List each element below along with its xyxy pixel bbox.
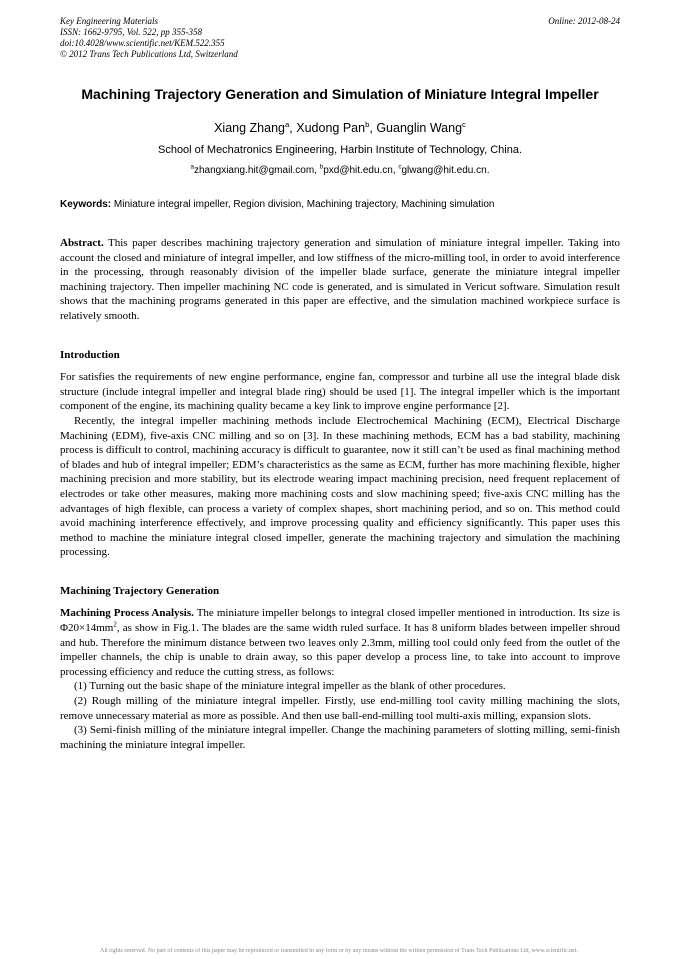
email-address-1: zhangxiang.hit@gmail.com, xyxy=(193,165,320,176)
author-separator-2: , xyxy=(369,121,377,135)
machining-process-analysis-paragraph xyxy=(60,606,620,679)
process-text-part-2: , as show in Fig.1. The blades are the same width ruled surface. It has 8 uniform blades between impeller shroud and hub. Therefore the minimum distance between two leaves only 2.3mm, milling tool could only feed from the outlet of the impeller channels, the chip is unable to drain away, so this paper develop a process line, to take into account to improve processing efficiency and reduce the cutting stress, as follows: xyxy=(60,622,620,678)
author-affmark-3: c xyxy=(462,119,466,129)
affiliation-line: School of Mechatronics Engineering, Harbin Institute of Technology, China. xyxy=(157,144,523,156)
author-name-1: Xiang Zhang xyxy=(214,121,285,135)
abstract-paragraph xyxy=(60,236,620,324)
email-address-2: pxd@hit.edu.cn, xyxy=(323,165,399,176)
doi-line: doi:10.4028/www.scientific.net/KEM.522.355 xyxy=(60,38,225,48)
section-heading-introduction: Introduction xyxy=(60,348,120,361)
publication-info-block xyxy=(60,16,238,60)
keywords-label: Keywords: xyxy=(60,199,112,210)
author-affmark-2: b xyxy=(365,119,370,129)
journal-name: Key Engineering Materials xyxy=(60,16,158,26)
rights-footer: All rights reserved. No part of contents of this paper may be reproduced or transmitted in any form or by any means without the written permission of Trans Tech Publications Ltd, www.scientific.net. xyxy=(100,948,578,954)
emails-line xyxy=(60,165,620,176)
email-affmark-3: c xyxy=(398,163,402,171)
author-separator-1: , xyxy=(289,121,297,135)
email-affmark-2: b xyxy=(319,163,324,171)
copyright-line: © 2012 Trans Tech Publications Ltd, Switzerland xyxy=(60,49,238,59)
author-name-2: Xudong Pan xyxy=(296,121,366,135)
keywords-line xyxy=(60,199,620,210)
issn-volume-line: ISSN: 1662-9795, Vol. 522, pp 355-358 xyxy=(60,27,202,37)
email-affmark-1: a xyxy=(190,163,194,171)
abstract-text: This paper describes machining trajectory generation and simulation of miniature integral impeller. Taking into account the closed and miniature of integral impeller, and low stiffness of the micro-milling tool, in order to avoid interference in the processing, through reasonably division of the impeller blade surface, generate the miniature integral impeller machining trajectory. Then impeller machining NC code is generated, and is simulated in Vericut software. Simulation result shows that the machining programs generated in this paper are effective, and the simulation machined workpiece surface is relatively smooth. xyxy=(60,237,620,322)
process-step-2: (2) Rough milling of the miniature integral impeller. Firstly, use end-milling tool cavity milling machining the slots, remove unnecessary material as more as possible. And then use ball-end-milling tool multi-axis milling, expansion slots. xyxy=(60,695,620,722)
process-text-part-1: The miniature impeller belongs to integral closed impeller mentioned in introduction. Its size is Φ20×14mm xyxy=(60,607,620,635)
abstract-label: Abstract. xyxy=(60,237,104,249)
online-date: Online: 2012-08-24 xyxy=(548,16,620,26)
authors-line xyxy=(60,121,620,135)
mm-squared-superscript: 2 xyxy=(113,621,117,629)
paper-title: Machining Trajectory Generation and Simulation of Miniature Integral Impeller xyxy=(81,86,599,102)
email-address-3: glwang@hit.edu.cn. xyxy=(401,165,490,176)
introduction-paragraph-1: For satisfies the requirements of new engine performance, engine fan, compressor and turbine all use the integral blade disk structure (include integral impeller and integral blade ring) should be used [1]. The integral impeller which is the important component of the engine, its machining quality became a key link to improve engine performance [2]. xyxy=(60,371,620,413)
author-affmark-1: a xyxy=(284,119,290,129)
author-name-3: Guanglin Wang xyxy=(376,121,463,135)
publication-header xyxy=(60,16,620,60)
process-step-3: (3) Semi-finish milling of the miniature integral impeller. Change the machining parameters of slotting milling, semi-finish machining the miniature integral impeller. xyxy=(60,724,620,751)
process-step-1: (1) Turning out the basic shape of the miniature integral impeller as the blank of other procedures. xyxy=(74,680,506,693)
introduction-paragraph-2: Recently, the integral impeller machining methods include Electrochemical Machining (ECM), Electrical Discharge Machining (EDM), five-axis CNC milling and so on [3]. In these machining methods, ECM has a bad stability, machining process is difficult to control, machining accuracy is difficult to guarantee, now it still can’t be used as final machining method of blades and hub of integral impeller; EDM’s characteristics as the same as ECM, further has more machining flexible, higher machining precision and more stability, but its electrode wearing impact machining precision, need frequent replacement of electrodes or take other measures, making more machining costs and slow machining speed; five-axis CNC milling has the advantages of high flexible, can process a variety of complex shapes, short machining period, and so on. This method could avoid machining interference effectively, and improve processing quality and efficiency significantly. This paper uses this method to machine the miniature integral closed impeller, generate the machining trajectory and simulation the machining processing. xyxy=(60,414,620,559)
machining-process-analysis-label: Machining Process Analysis. xyxy=(60,607,194,620)
section-heading-machining-trajectory-generation: Machining Trajectory Generation xyxy=(60,584,220,597)
keywords-text: Miniature integral impeller, Region division, Machining trajectory, Machining simulation xyxy=(111,199,495,210)
